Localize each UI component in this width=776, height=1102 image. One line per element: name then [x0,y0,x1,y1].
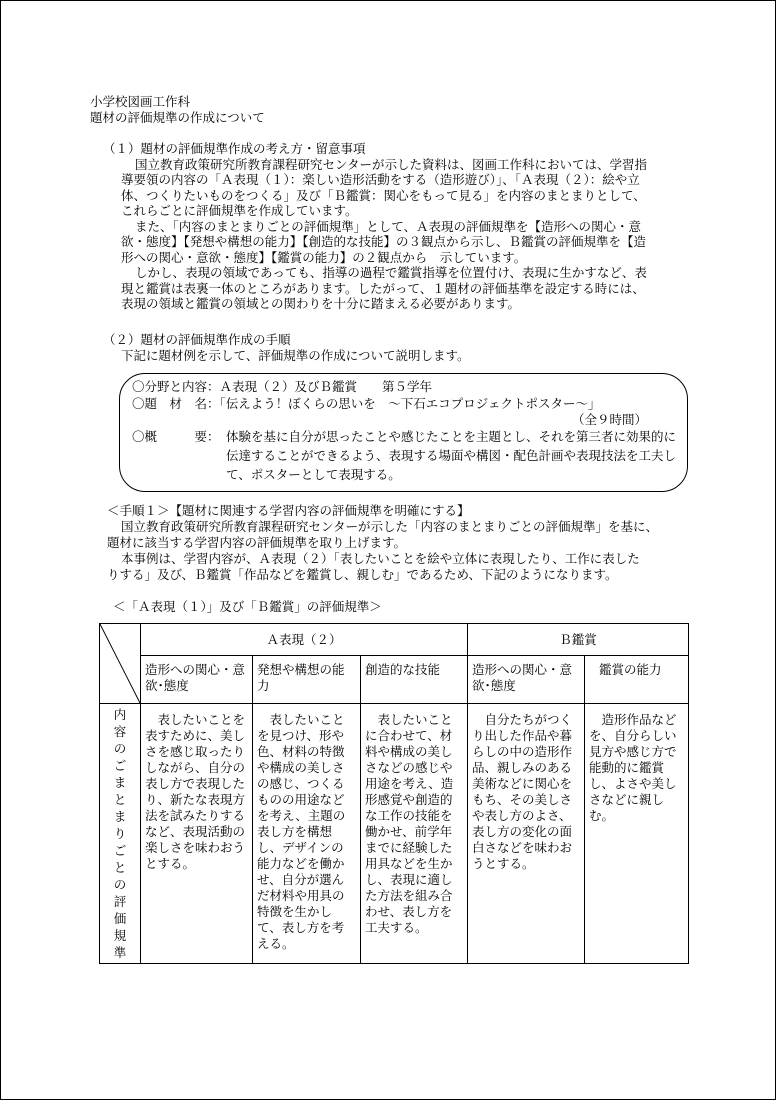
step1-heading: ＜手順１＞【題材に関連する学習内容の評価規準を明確にする】 [107,503,470,518]
section1-paragraph-line: 体、つくりたいものをつくる」及び「Ｂ鑑賞：関心をもって見る」を内容のまとまりとして、 [121,188,646,203]
example-hours: （全９時間） [572,412,648,427]
group-header-b: Ｂ鑑賞 [468,624,689,656]
example-summary-line: 伝達することができるよう、表現する場面や構図・配色計画や表現技法を工夫し [226,448,677,463]
diagonal-line [100,624,140,703]
section1-paragraph-line: 現と鑑賞は表裏一体のところがあります。したがって、１題材の評価基準を設定する時には、 [121,281,645,296]
row-label: 内容のごまとまりごとの評価規準 [113,707,127,960]
column-header: 造形への関心・意欲･態度 [141,656,253,704]
section1-paragraph-line: 導要領の内容の「Ａ表現（１）：楽しい造形活動をする（造形遊び）」、「Ａ表現（２）：絵や立 [121,172,640,187]
step1-paragraph-line: 国立教育政策研究所教育課程研究センターが示した「内容のまとまりごとの評価規準」を基に、 [121,519,659,534]
table-cell: 表したいことを表すために、美しさを感じ取ったりしながら、自分の表し方で表現したり、新たな表現方法を試みたりするなど、表現活動の楽しさを味わおうとする。 [141,704,253,964]
column-header: 創造的な技能 [361,656,468,704]
table-caption: ＜「Ａ表現（１）」及び「Ｂ鑑賞」の評価規準＞ [113,599,382,614]
section1-paragraph-line: 表現の領域と鑑賞の領域との関わりを十分に踏まえる必要があります。 [121,296,521,311]
table-row [100,704,689,964]
table-corner-cell [100,624,141,704]
example-title: 〇題 材 名：「伝えよう！ぼくらの思いを ～下石エコプロジェクトポスター～」 [132,396,601,411]
example-summary-label: 〇概 要： [132,429,220,444]
example-field: 〇分野と内容：Ａ表現（２）及びＢ鑑賞 第５学年 [132,379,433,394]
column-header: 鑑賞の能力 [585,656,689,704]
table-cell: 自分たちがつくり出した作品や暮らしの中の造形作品、親しみのある美術などに関心をもち、その美しさや表し方のよさ、表し方の変化の面白さなどを味わおうとする。 [468,704,585,964]
table-column-header-row [100,656,689,704]
section1-paragraph-line: 国立教育政策研究所教育課程研究センターが示した資料は、図画工作科においては、学習指 [135,157,648,172]
section1-paragraph-line: また、「内容のまとまりごとの評価規準」として、Ａ表現の評価規準を【造形への関心・意 [135,219,642,234]
document-title: 題材の評価規準の作成について [90,110,265,125]
evaluation-criteria-table [99,623,689,964]
table-group-header-row [100,624,689,656]
section1-paragraph-line: 欲・態度】【発想や構想の能力】【創造的な技能】の３観点から示し、Ｂ鑑賞の評価規準を【造 [121,234,647,249]
step1-paragraph-line: 題材に該当する学習内容の評価規準を取り上げます。 [107,535,407,550]
column-header: 造形への関心・意欲･態度 [468,656,585,704]
section1-heading: （１）題材の評価規準作成の考え方・留意事項 [103,141,366,156]
table-cell: 表したいことを見つけ、形や色、材料の特徴や構成の美しさの感じ、つくるものの用途などを考え、主題の表し方を構想し、デザインの能力などを働かせ、自分が選んだ材料や用具の特徴を生かして、表し方を考える。 [253,704,361,964]
row-label-cell [100,704,141,964]
section1-paragraph-line: しかし、表現の領域であっても、指導の過程で鑑賞指導を位置付け、表現に生かすなど、表 [135,265,647,280]
step1-paragraph-line: 本事例は、学習内容が、Ａ表現（２）「表したいことを絵や立体に表現したり、工作に表した [121,551,640,566]
column-header: 発想や構想の能力 [253,656,361,704]
subject-label: 小学校図画工作科 [90,94,191,109]
table-cell: 造形作品などを、自分らしい見方や感じ方で能動的に鑑賞し、よさや美しさなどに親しむ。 [585,704,689,964]
section2-heading: （２）題材の評価規準作成の手順 [103,332,291,347]
section1-paragraph-line: 形への関心・意欲・態度】【鑑賞の能力】の２観点から 示しています。 [121,250,527,265]
group-header-a: Ａ表現（２） [141,624,468,656]
step1-paragraph-line: りする」及び、Ｂ鑑賞「作品などを鑑賞し、親しむ」であるため、下記のようになります。 [107,567,618,582]
table-cell: 表したいことに合わせて、材料や構成の美しさなどの感じや用途を考え、造形感覚や創造的な工作の技能を働かせ、前学年までに経験した用具などを生かし、表現に適した方法を組み合わせ、表し方を工夫する。 [361,704,468,964]
example-summary-line: て、ポスターとして表現する。 [226,467,401,482]
section1-paragraph-line: これらごとに評価規準を作成しています。 [121,203,358,218]
section2-intro: 下記に題材例を示して、評価規準の作成について説明します。 [121,348,470,363]
example-summary-line: 体験を基に自分が思ったことや感じたことを主題とし、それを第三者に効果的に [226,429,677,444]
